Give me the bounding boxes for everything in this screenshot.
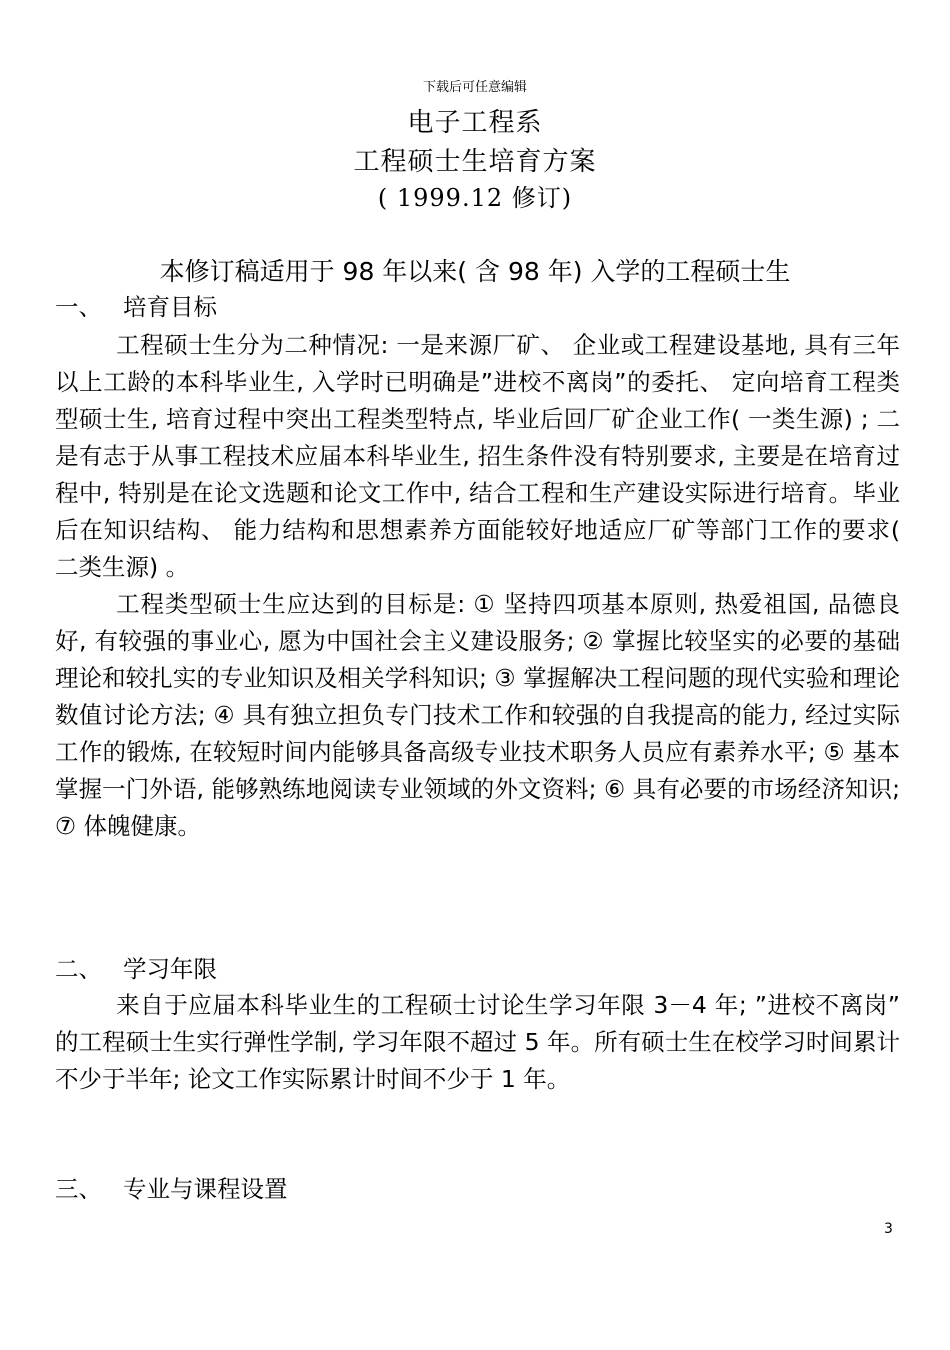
page-number: 3 xyxy=(884,1221,893,1237)
paragraph: 工程硕士生分为二种情况: 一是来源厂矿、 企业或工程建设基地, 具有三年以上工龄的本科毕业生, 入学时已明确是”进校不离岗”的委托、 定向培育工程类型硕士生, 培育过程中突出工程类型特点, 毕业后回厂矿企业工作( 一类生源) ; 二是有志于从事工程技术应届本科毕业生, 招生条件没有特别要求, 主要是在培育过程中, 特别是在论文选题和论文工作中, 结合工程和生产建设实际进行培育。毕业后在知识结构、 能力结构和思想素养方面能较好地适应厂矿等部门工作的要求( 二类生源) 。 xyxy=(55,331,900,581)
section-number: 一、 xyxy=(55,293,102,321)
section-title: 培育目标 xyxy=(123,293,217,321)
program-title: 工程硕士生培育方案 xyxy=(353,147,597,177)
section-body-1 xyxy=(55,327,900,845)
revision-date: ( 1999.12 修订) xyxy=(377,184,573,212)
section-title: 专业与课程设置 xyxy=(123,1175,288,1203)
section-title: 学习年限 xyxy=(123,955,217,983)
paragraph: 来自于应届本科毕业生的工程硕士讨论生学习年限 3－4 年; ”进校不离岗” 的工程硕士生实行弹性学制, 学习年限不超过 5 年。所有硕士生在校学习时间累计不少于半年; 论文工作实际累计时间不少于 1 年。 xyxy=(55,991,900,1093)
section-heading-3 xyxy=(55,1172,288,1206)
section-body-2 xyxy=(55,987,900,1098)
header-note: 下载后可任意编辑 xyxy=(422,80,527,95)
scope-statement: 本修订稿适用于 98 年以来( 含 98 年) 入学的工程硕士生 xyxy=(159,257,791,286)
paragraph: 工程类型硕士生应达到的目标是: ① 坚持四项基本原则, 热爱祖国, 品德良好, 有较强的事业心, 愿为中国社会主义建设服务; ② 掌握比较坚实的必要的基础理论和较扎实的专业知识及相关学科知识; ③ 掌握解决工程问题的现代实验和理论数值讨论方法; ④ 具有独立担负专门技术工作和较强的自我提高的能力, 经过实际工作的锻炼, 在较短时间内能够具备高级专业技术职务人员应有素养水平; ⑤ 基本掌握一门外语, 能够熟练地阅读专业领域的外文资料; ⑥ 具有必要的市场经济知识; ⑦ 体魄健康。 xyxy=(55,590,900,840)
section-heading-1 xyxy=(55,290,217,324)
section-heading-2 xyxy=(55,952,217,986)
section-number: 二、 xyxy=(55,955,102,983)
section-number: 三、 xyxy=(55,1175,102,1203)
department-title: 电子工程系 xyxy=(407,108,543,138)
